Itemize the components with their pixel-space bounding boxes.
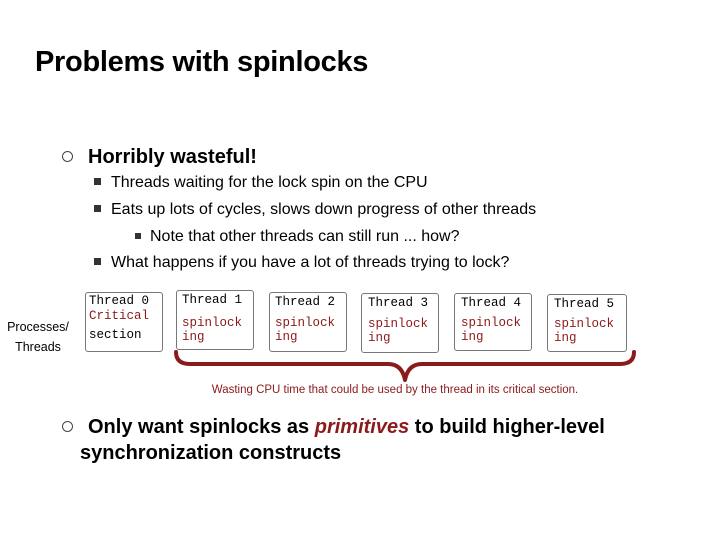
side-label-line2: Threads — [15, 340, 61, 354]
slide-title: Problems with spinlocks — [35, 46, 369, 78]
circle-bullet-icon — [62, 421, 73, 432]
sub-bullet-text: Eats up lots of cycles, slows down progress of other threads — [111, 201, 537, 218]
square-bullet-icon — [94, 205, 101, 212]
square-bullet-icon — [94, 178, 101, 185]
primitives-emphasis: primitives — [314, 416, 410, 438]
sub-bullet-many-threads — [94, 254, 509, 272]
thread-state-line1: spinlock — [182, 316, 243, 330]
bullet-line1 — [88, 413, 605, 442]
sub-bullet-text: What happens if you have a lot of threads trying to lock? — [111, 254, 510, 271]
thread-box-2-border — [269, 292, 347, 352]
sub-bullet-text: Threads waiting for the lock spin on the CPU — [111, 174, 428, 191]
sub-bullet-spin — [94, 174, 428, 192]
processes-threads-label — [4, 317, 72, 357]
thread-box-5-border — [547, 294, 627, 352]
thread-name: Thread 3 — [368, 296, 429, 310]
curly-brace — [170, 350, 640, 386]
thread-state-line1: spinlock — [461, 316, 522, 330]
thread-name: Thread 0 — [89, 294, 150, 308]
thread-name: Thread 5 — [554, 297, 615, 311]
bullet-line2: synchronization constructs — [80, 442, 342, 464]
thread-box-0-border — [85, 292, 163, 352]
thread-state-line1: spinlock — [368, 317, 429, 331]
side-label-line1: Processes/ — [7, 320, 69, 334]
thread-state-line2: section — [89, 328, 142, 342]
thread-state-line1: Critical — [89, 309, 150, 323]
thread-state-line2: ing — [368, 331, 391, 345]
circle-bullet-icon — [62, 151, 73, 162]
sub-sub-bullet-other-threads — [135, 228, 460, 246]
brace-caption: Wasting CPU time that could be used by the thread in its critical section. — [211, 384, 579, 396]
thread-state-line2: ing — [182, 330, 205, 344]
thread-state-line2: ing — [554, 331, 577, 345]
sub-sub-bullet-text: Note that other threads can still run ... how? — [150, 228, 460, 245]
bullet-text-part2: to build higher-level — [409, 416, 605, 438]
thread-box-3-border — [361, 293, 439, 353]
bullet-text: Horribly wasteful! — [88, 146, 257, 168]
bullet-text-part1: Only want spinlocks as — [88, 416, 315, 438]
sub-bullet-cycles — [94, 201, 536, 219]
thread-name: Thread 2 — [275, 295, 336, 309]
square-bullet-icon — [135, 233, 141, 239]
thread-box-1-border — [176, 290, 254, 350]
thread-name: Thread 1 — [182, 293, 243, 307]
thread-state-line1: spinlock — [554, 317, 615, 331]
thread-box-4-border — [454, 293, 532, 351]
square-bullet-icon — [94, 258, 101, 265]
bullet-line2-wrapper — [80, 442, 341, 465]
thread-name: Thread 4 — [461, 296, 522, 310]
thread-state-line2: ing — [275, 330, 298, 344]
thread-state-line1: spinlock — [275, 316, 336, 330]
thread-state-line2: ing — [461, 330, 484, 344]
